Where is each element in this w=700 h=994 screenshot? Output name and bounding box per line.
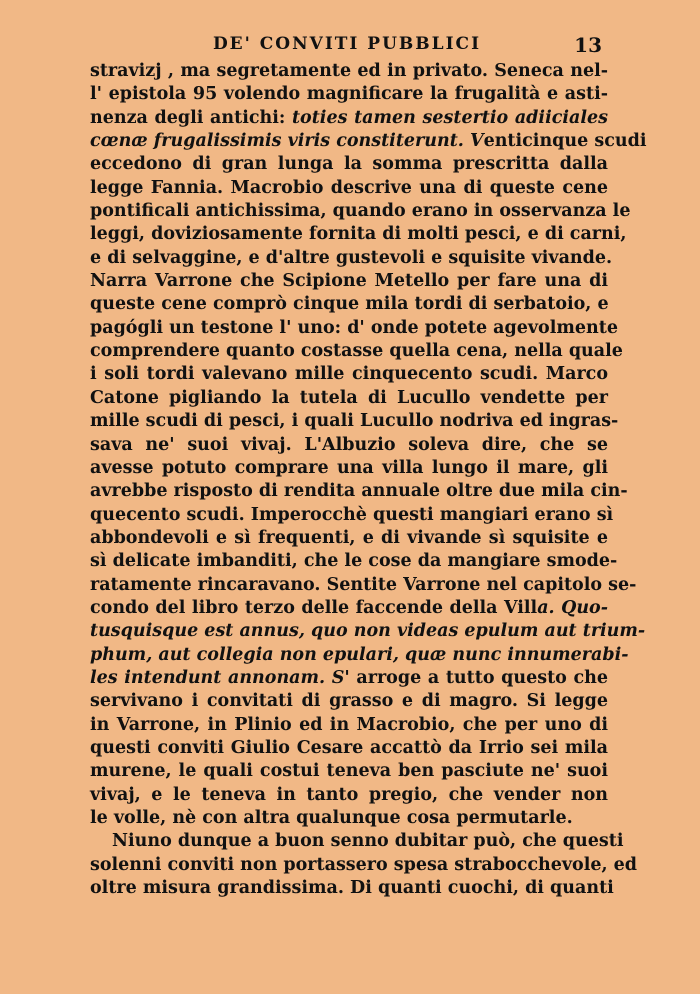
text-line: l' epistola 95 volendo magnificare la frugalità e asti- [90,84,608,105]
text-line: avrebbe risposto di rendita annuale oltre due mila cin- [90,481,628,502]
text-line: pontificali antichissima, quando erano in osservanza le [90,201,631,222]
page-number: 13 [574,33,602,57]
text-line: pagógli un testone l' uno: d' onde potete agevolmente [90,317,618,338]
text-line: comprendere quanto costasse quella cena, nella quale [90,341,623,362]
text-line: leggi, doviziosamente fornita di molti pesci, e di carni, [90,224,627,245]
text-line: quecento scudi. Imperocchè questi mangiari erano sì [90,504,614,525]
text-line: servivano i convitati di grasso e di magro. Si legge [90,691,608,712]
body-text [90,60,647,900]
text-line: Narra Varrone che Scipione Metello per fare una di [90,271,608,292]
running-header [92,34,602,60]
text-line: Niuno dunque a buon senno dubitar può, che questi [112,831,624,852]
text-line: ratamente rincaravano. Sentite Varrone nel capitolo se- [90,574,637,595]
text-line: phum, aut collegia non epulari, quæ nunc innumerabi- [90,644,629,665]
text-line: Catone pigliando la tutela di Lucullo vendette per [90,387,608,408]
text-line: oltre misura grandissima. Di quanti cuochi, di quanti [90,878,614,899]
text-line: stravizj , ma segretamente ed in privato. Seneca nel- [90,61,608,81]
text-line: vivaj, e le teneva in tanto pregio, che vender non [90,784,608,805]
text-line: les intendunt annonam. S' arroge a tutto questo che [90,667,608,688]
text-line: le volle, nè con altra qualunque cosa permutarle. [90,808,573,828]
text-line: tusquisque est annus, quo non videas epulum aut trium- [90,621,646,642]
text-line: eccedono di gran lunga la somma prescritta dalla [90,154,608,175]
text-line: solenni conviti non portassero spesa strabocchevole, ed [90,854,638,875]
text-line: queste cene comprò cinque mila tordi di serbatoio, e [90,294,609,315]
text-line: mille scudi di pesci, i quali Lucullo nodriva ed ingras- [90,411,619,432]
text-line: legge Fannia. Macrobio descrive una di queste cene [90,177,608,198]
text-line: questi conviti Giulio Cesare accattò da Irrio sei mila [90,737,608,758]
text-line: murene, le quali costui teneva ben pasciute ne' suoi [90,761,608,782]
text-line: condo del libro terzo delle faccende della Villa. Quo- [90,597,608,618]
text-line: i soli tordi valevano mille cinquecento scudi. Marco [90,364,608,385]
text-line: sava ne' suoi vivaj. L'Albuzio soleva dire, che se [90,434,608,455]
running-title: DE' CONVITI PUBBLICI [212,34,482,54]
text-line: cœnæ frugalissimis viris constiterunt. Venticinque scudi [90,131,647,152]
text-line: in Varrone, in Plinio ed in Macrobio, che per uno di [90,714,608,735]
text-line: e di selvaggine, e d'altre gustevoli e squisite vivande. [90,247,613,268]
text-line: sì delicate imbanditi, che le cose da mangiare smode- [90,551,618,572]
text-line: avesse potuto comprare una villa lungo il mare, gli [90,457,608,478]
text-line: abbondevoli e sì frequenti, e di vivande sì squisite e [90,527,608,548]
text-line: nenza degli antichi: toties tamen sestertio adiiciales [90,107,608,128]
